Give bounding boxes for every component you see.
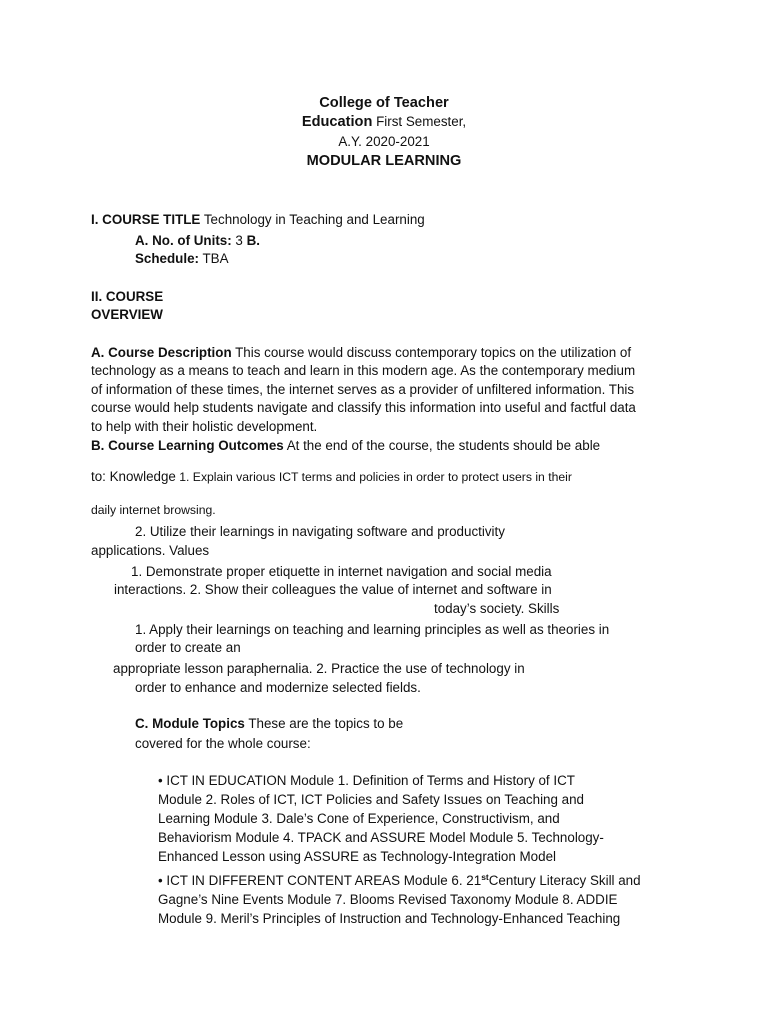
skills-item-2-cont: order to enhance and modernize selected fields. xyxy=(135,680,421,695)
knowledge-item-1: 1. Explain various ICT terms and policies in order to protect users in their xyxy=(175,470,572,484)
description-text-1: This course would discuss contemporary topics on the utilization of xyxy=(231,345,632,360)
knowledge-item-2-cont: applications. Values xyxy=(91,543,210,558)
modular-learning-title: MODULAR LEARNING xyxy=(306,153,462,169)
outcomes-label: B. Course Learning Outcomes xyxy=(91,438,284,453)
overview-heading-line1: II. COURSE xyxy=(91,289,164,304)
college-title: College of Teacher xyxy=(319,95,449,111)
outcomes-intro xyxy=(91,437,600,455)
topic-group2-line-1 xyxy=(158,872,641,890)
college-subtitle xyxy=(0,113,768,131)
skills-item-1-cont: order to create an xyxy=(135,640,241,655)
description-line-4: course would help students navigate and classify this information into useful and factful data xyxy=(91,400,636,415)
description-line-1 xyxy=(91,344,631,362)
topics-intro-cont: covered for the whole course: xyxy=(135,736,311,751)
topic-group1-line-2: Module 2. Roles of ICT, ICT Policies and Safety Issues on Teaching and xyxy=(158,792,585,807)
knowledge-line xyxy=(91,468,572,486)
b-label: B. xyxy=(246,233,260,248)
course-title-line xyxy=(91,211,425,229)
units-label: A. No. of Units: xyxy=(135,233,232,248)
outcomes-intro-text: At the end of the course, the students should be able xyxy=(283,438,601,453)
topic-group1-line-3: Learning Module 3. Dale’s Cone of Experience, Constructivism, and xyxy=(158,811,560,826)
topic-group2-pre: • ICT IN DIFFERENT CONTENT AREAS Module 6. 21 xyxy=(158,873,482,888)
course-title-value: Technology in Teaching and Learning xyxy=(200,212,425,227)
schedule-line xyxy=(135,250,229,268)
topic-group1-line-1: • ICT IN EDUCATION Module 1. Definition of Terms and History of ICT xyxy=(158,773,575,788)
ordinal-suffix: st xyxy=(481,872,489,882)
topics-intro xyxy=(135,715,403,733)
topic-group1-line-5: Enhanced Lesson using ASSURE as Technology-Integration Model xyxy=(158,849,557,864)
units-line xyxy=(135,232,260,250)
course-title-label: I. COURSE TITLE xyxy=(91,212,201,227)
skills-item-1-cont2: appropriate lesson paraphernalia. 2. Practice the use of technology in xyxy=(113,661,525,676)
schedule-value: TBA xyxy=(199,251,229,266)
overview-heading-line2: OVERVIEW xyxy=(91,307,163,322)
topics-intro-text: These are the topics to be xyxy=(244,716,404,731)
description-label: A. Course Description xyxy=(91,345,232,360)
semester-text: First Semester, xyxy=(372,114,467,129)
topic-group1-line-4: Behaviorism Module 4. TPACK and ASSURE Model Module 5. Technology- xyxy=(158,830,604,845)
topic-group2-post: Century Literacy Skill and xyxy=(488,873,641,888)
values-item-1-cont: interactions. 2. Show their colleagues the value of internet and software in xyxy=(114,582,552,597)
education-word: Education xyxy=(301,114,373,130)
description-line-3: of information of these times, the internet serves as a provider of unfiltered information. This xyxy=(91,382,635,397)
topic-group2-line-3: Module 9. Meril’s Principles of Instruction and Technology-Enhanced Teaching xyxy=(158,911,621,926)
topics-label: C. Module Topics xyxy=(135,716,245,731)
knowledge-item-2: 2. Utilize their learnings in navigating software and productivity xyxy=(135,524,505,539)
units-value: 3 xyxy=(231,233,247,248)
academic-year: A.Y. 2020-2021 xyxy=(338,134,430,149)
schedule-label: Schedule: xyxy=(135,251,199,266)
description-line-5: to help with their holistic development. xyxy=(91,419,318,434)
skills-item-1: 1. Apply their learnings on teaching and learning principles as well as theories in xyxy=(135,622,610,637)
knowledge-label: to: Knowledge xyxy=(91,469,176,484)
values-item-1: 1. Demonstrate proper etiquette in internet navigation and social media xyxy=(131,564,552,579)
description-line-2: technology as a means to teach and learn in this modern age. As the contemporary medium xyxy=(91,363,636,378)
values-end: today’s society. Skills xyxy=(434,601,560,616)
topic-group2-line-2: Gagne’s Nine Events Module 7. Blooms Revised Taxonomy Module 8. ADDIE xyxy=(158,892,618,907)
knowledge-item-1-cont: daily internet browsing. xyxy=(91,503,216,517)
